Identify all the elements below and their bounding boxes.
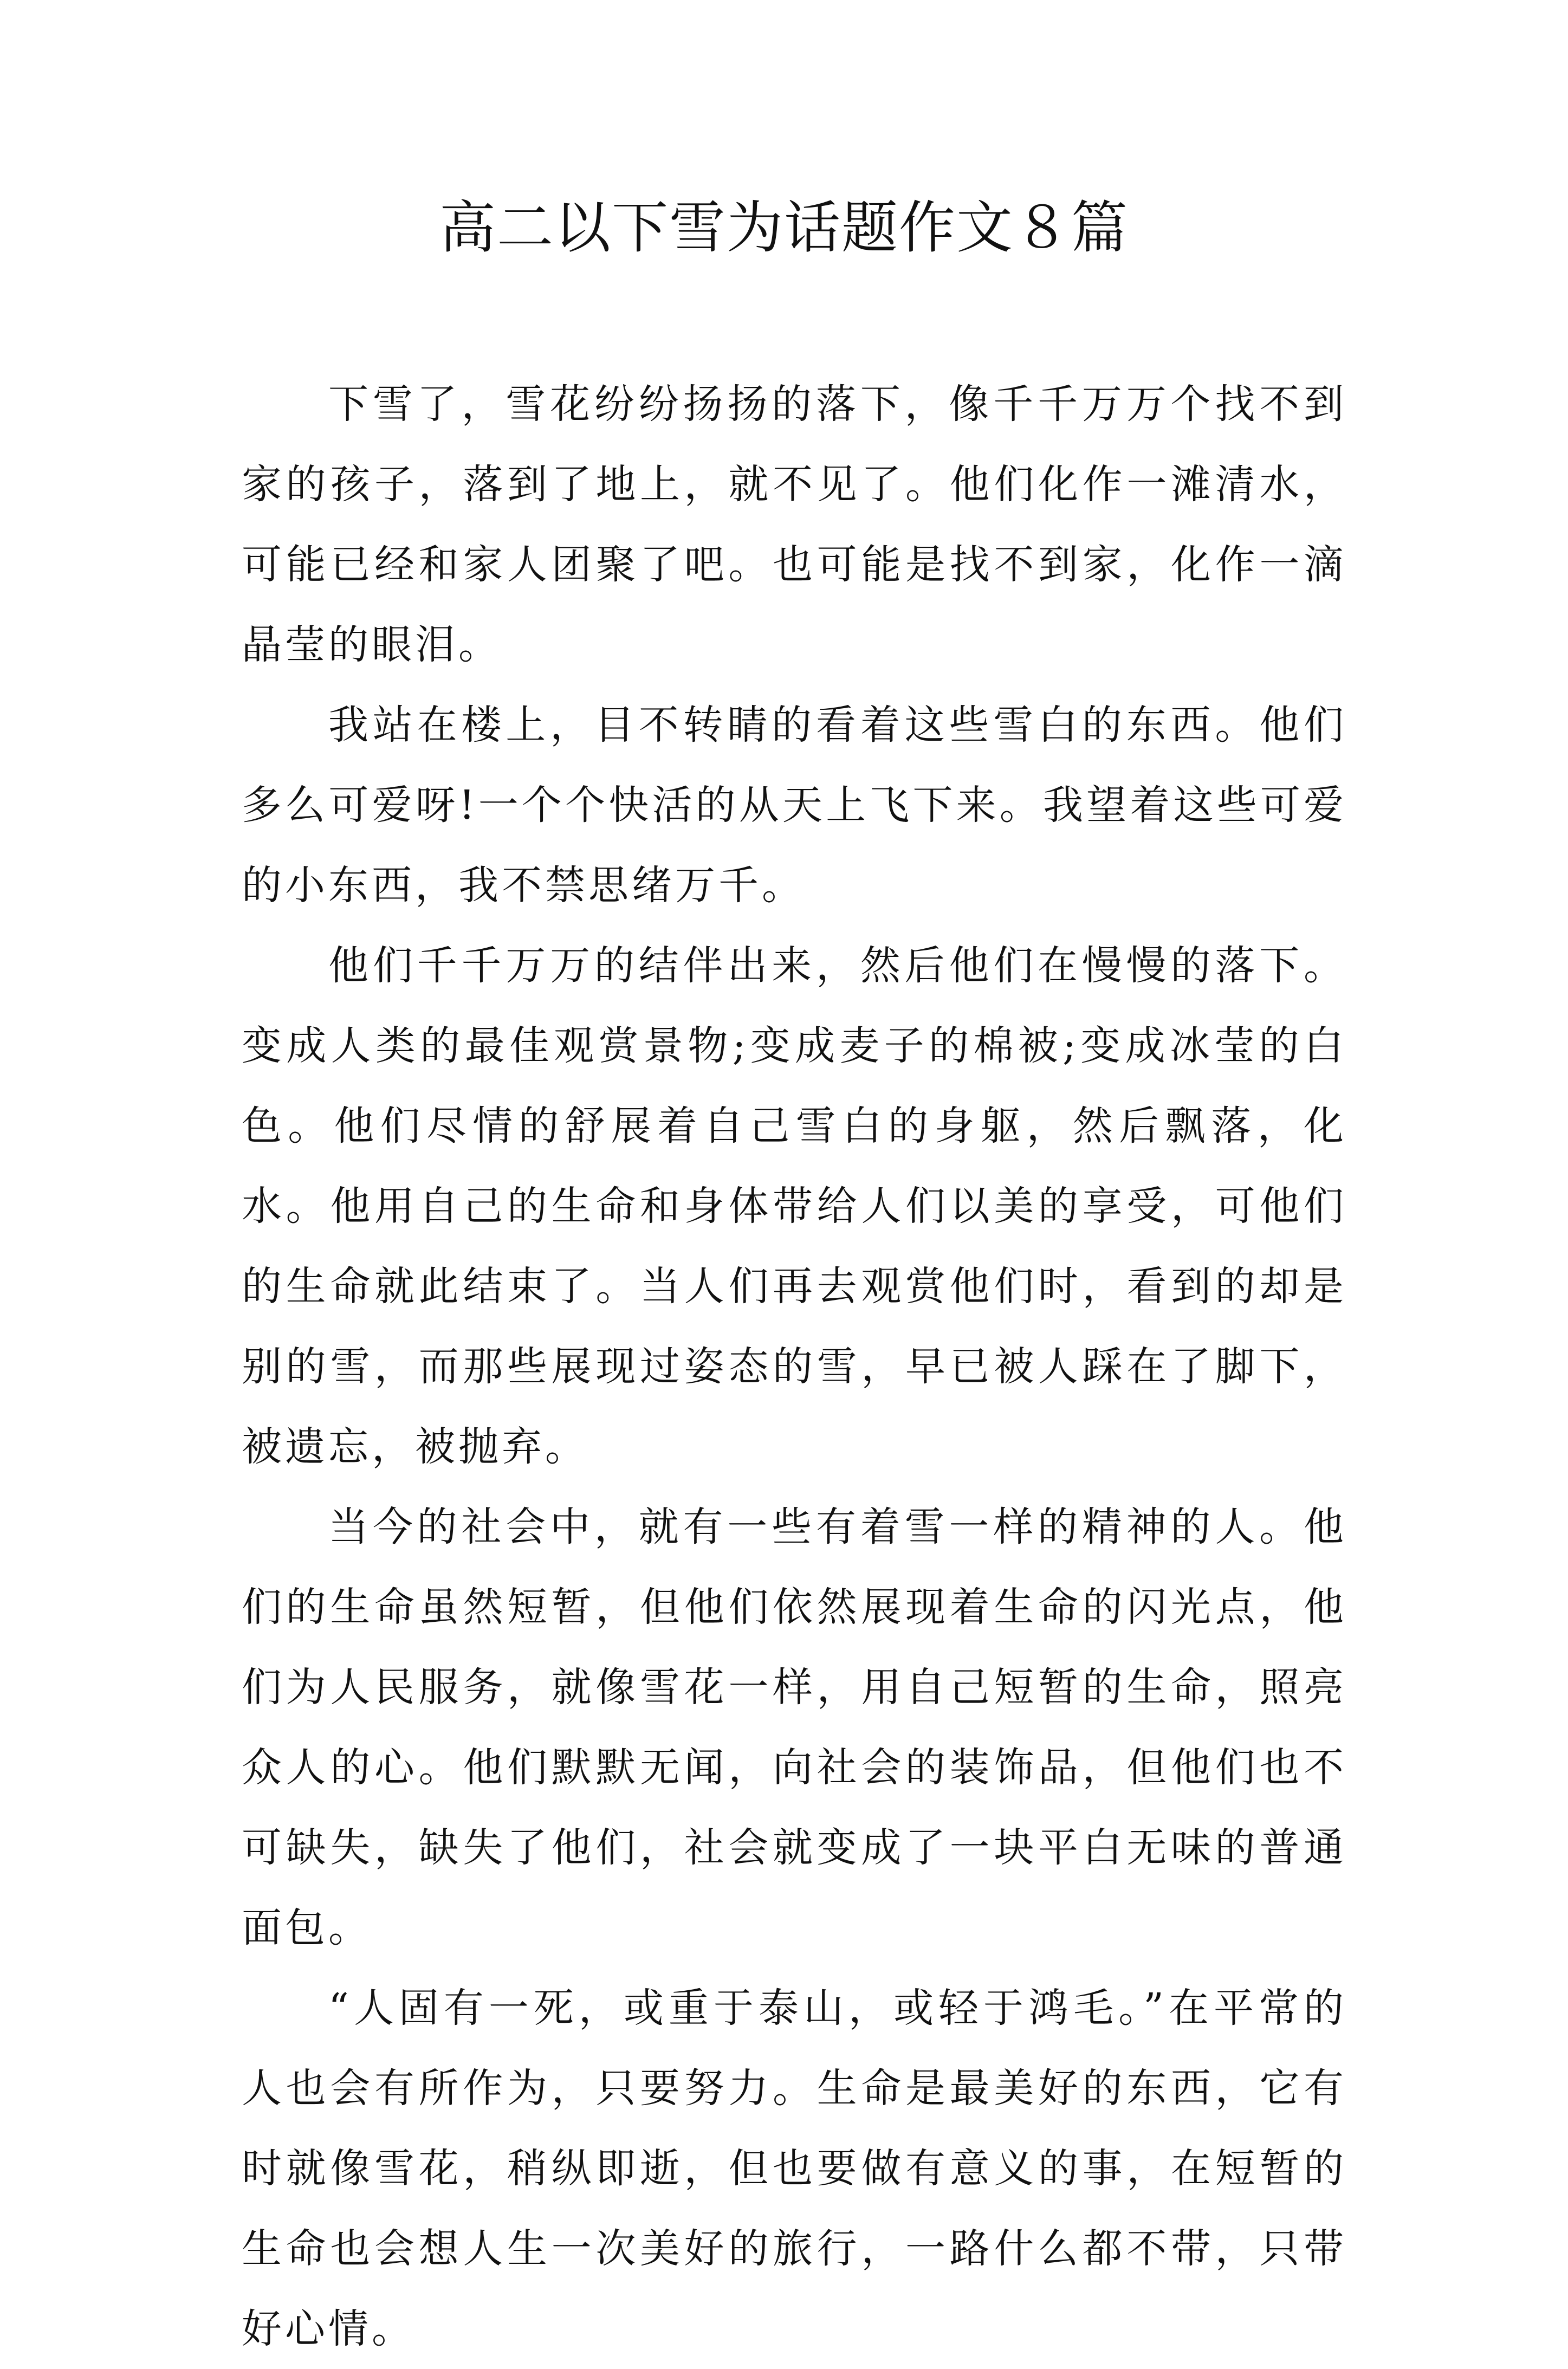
paragraph-4: 当今的社会中，就有一些有着雪一样的精神的人。他们的生命虽然短暂，但他们依然展现着生命的闪光点，他们为人民服务，就像雪花一样，用自己短暂的生命，照亮众人的心。他们默默无闻，向社会的装饰品，但他们也不可缺失，缺失了他们，社会就变成了一块平白无味的普通面包。 xyxy=(242,1504,1347,1951)
paragraph-5: “人固有一死，或重于泰山，或轻于鸿毛。”在平常的人也会有所作为，只要努力。生命是最美好的东西，它有时就像雪花，稍纵即逝，但也要做有意义的事，在短暂的生命也会想人生一次美好的旅行，一路什么都不带，只带好心情。 xyxy=(242,1985,1347,2352)
paragraph-1: 下雪了，雪花纷纷扬扬的落下，像千千万万个找不到家的孩子，落到了地上，就不见了。他们化作一滩清水，可能已经和家人团聚了吧。也可能是找不到家，化作一滴晶莹的眼泪。 xyxy=(242,381,1347,668)
paragraph-3: 他们千千万万的结伴出来，然后他们在慢慢的落下。变成人类的最佳观赏景物;变成麦子的棉被;变成冰莹的白色。他们尽情的舒展着自己雪白的身躯，然后飘落，化水。他用自己的生命和身体带给人们以美的享受，可他们的生命就此结束了。当人们再去观赏他们时，看到的却是别的雪，而那些展现过姿态的雪，早已被人踩在了脚下，被遗忘，被抛弃。 xyxy=(242,942,1347,1470)
article-body xyxy=(242,364,1347,2369)
page-title: 高二以下雪为话题作文８篇 xyxy=(439,195,1129,261)
paragraph-2: 我站在楼上，目不转睛的看着这些雪白的东西。他们多么可爱呀!一个个快活的从天上飞下来。我望着这些可爱的小东西，我不禁思绪万千。 xyxy=(242,702,1347,909)
